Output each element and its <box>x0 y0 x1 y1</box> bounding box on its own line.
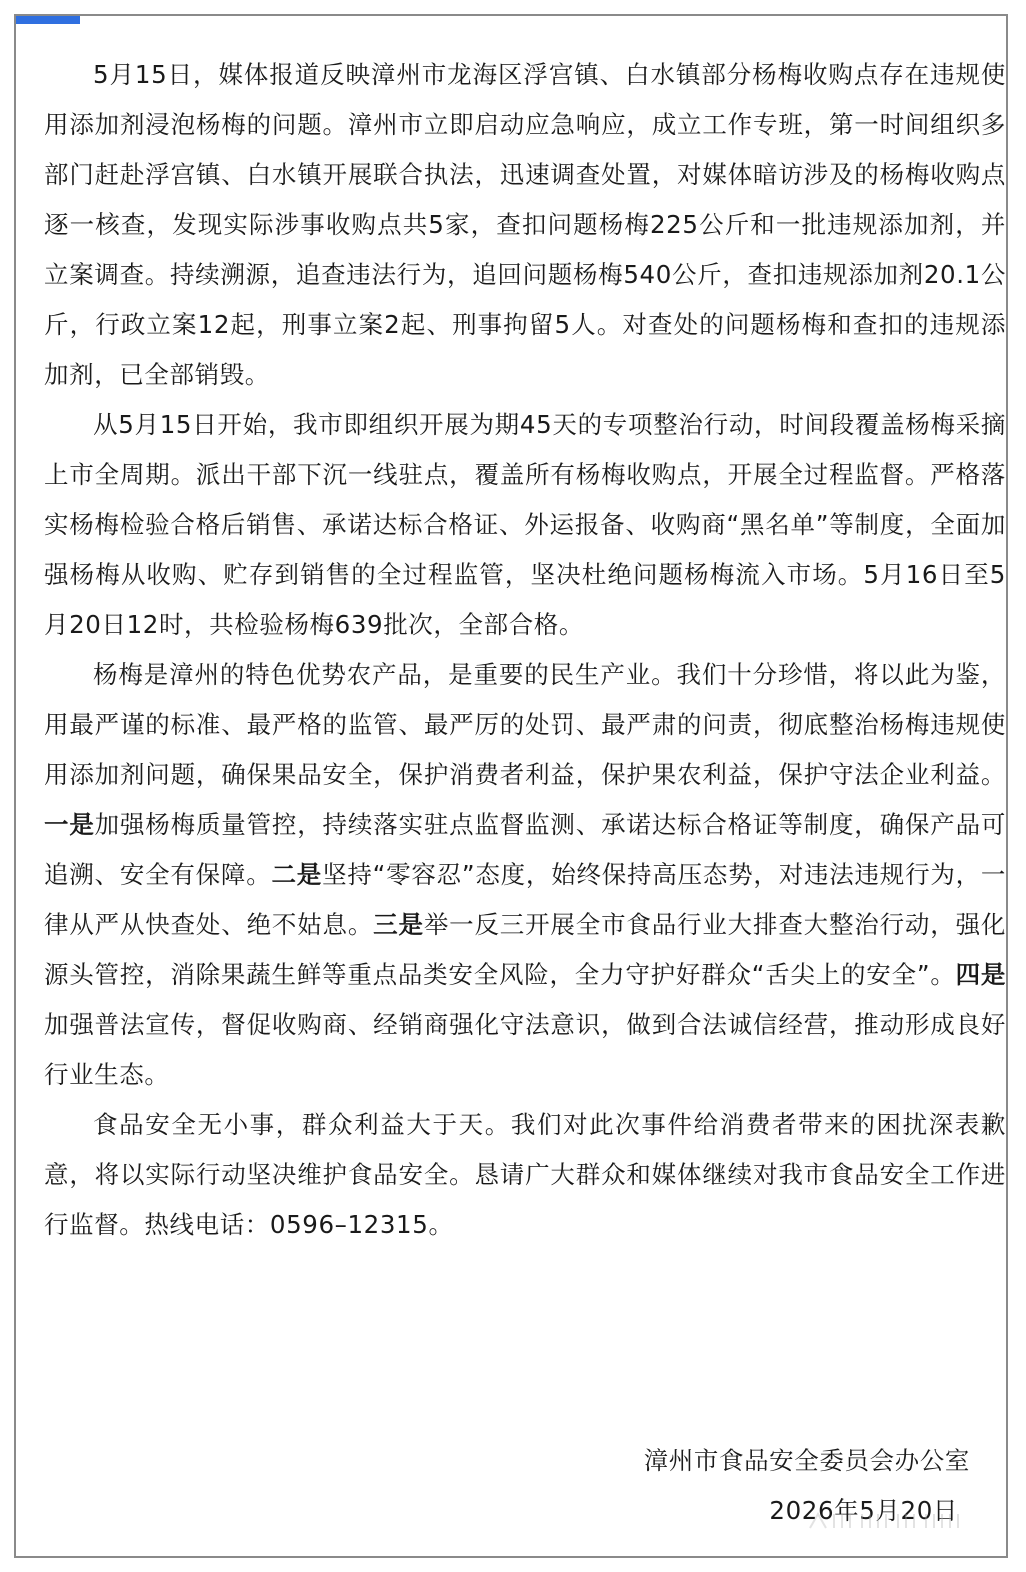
paragraph-1-text: 5月15日，媒体报道反映漳州市龙海区浮宫镇、白水镇部分杨梅收购点存在违规使用添加剂浸泡杨梅的问题。漳州市立即启动应急响应，成立工作专班，第一时间组织多部门赶赴浮宫镇、白水镇开展联合执法，迅速调查处置，对媒体暗访涉及的杨梅收购点逐一核查，发现实际涉事收购点共5家，查扣问题杨梅225公斤和一批违规添加剂，并立案调查。持续溯源，追查违法行为，追回问题杨梅540公斤，查扣违规添加剂20.1公斤，行政立案12起，刑事立案2起、刑事拘留5人。对查处的问题杨梅和查扣的违规添加剂，已全部销毁。 <box>44 60 1006 389</box>
watermark-graphic <box>806 1510 966 1532</box>
document-frame <box>14 14 1008 1558</box>
paragraph-4-text: 食品安全无小事，群众利益大于天。我们对此次事件给消费者带来的困扰深表歉意，将以实际行动坚决维护食品安全。恳请广大群众和媒体继续对我市食品安全工作进行监督。热线电话：0596–12315。 <box>44 1110 1006 1239</box>
paragraph-3 <box>44 650 1006 1100</box>
signature-date: 2026年5月20日 <box>769 1496 958 1525</box>
paragraph-2-text: 从5月15日开始，我市即组织开展为期45天的专项整治行动，时间段覆盖杨梅采摘上市全周期。派出干部下沉一线驻点，覆盖所有杨梅收购点，开展全过程监督。严格落实杨梅检验合格后销售、承诺达标合格证、外运报备、收购商“黑名单”等制度，全面加强杨梅从收购、贮存到销售的全过程监管，坚决杜绝问题杨梅流入市场。5月16日至5月20日12时，共检验杨梅639批次，全部合格。 <box>44 410 1006 639</box>
signature-organization: 漳州市食品安全委员会办公室 <box>643 1446 970 1475</box>
paragraph-4 <box>44 1100 1006 1250</box>
point-four-label: 四是 <box>955 960 1006 989</box>
paragraph-1 <box>44 50 1006 400</box>
paragraph-2 <box>44 400 1006 650</box>
point-three-label: 三是 <box>373 910 424 939</box>
point-three-text: 举一反三开展全市食品行业大排查大整治行动，强化源头管控，消除果蔬生鲜等重点品类安全风险，全力守护好群众“舌尖上的安全”。 <box>44 910 1006 989</box>
document-body <box>44 50 1006 1250</box>
corner-accent-bar <box>16 16 80 24</box>
point-two-text: 坚持“零容忍”态度，始终保持高压态势，对违法违规行为，一律从严从快查处、绝不姑息。 <box>44 860 1007 939</box>
point-four-text: 加强普法宣传，督促收购商、经销商强化守法意识，做到合法诚信经营，推动形成良好行业生态。 <box>44 1010 1006 1089</box>
point-two-label: 二是 <box>271 860 323 889</box>
point-one-label: 一是 <box>44 810 95 839</box>
paragraph-3-intro: 杨梅是漳州的特色优势农产品，是重要的民生产业。我们十分珍惜，将以此为鉴，用最严谨的标准、最严格的监管、最严厉的处罚、最严肃的问责，彻底整治杨梅违规使用添加剂问题，确保果品安全，保护消费者利益，保护果农利益，保护守法企业利益。 <box>44 660 1006 789</box>
point-one-text: 加强杨梅质量管控，持续落实驻点监督监测、承诺达标合格证等制度，确保产品可追溯、安全有保障。 <box>44 810 1006 889</box>
